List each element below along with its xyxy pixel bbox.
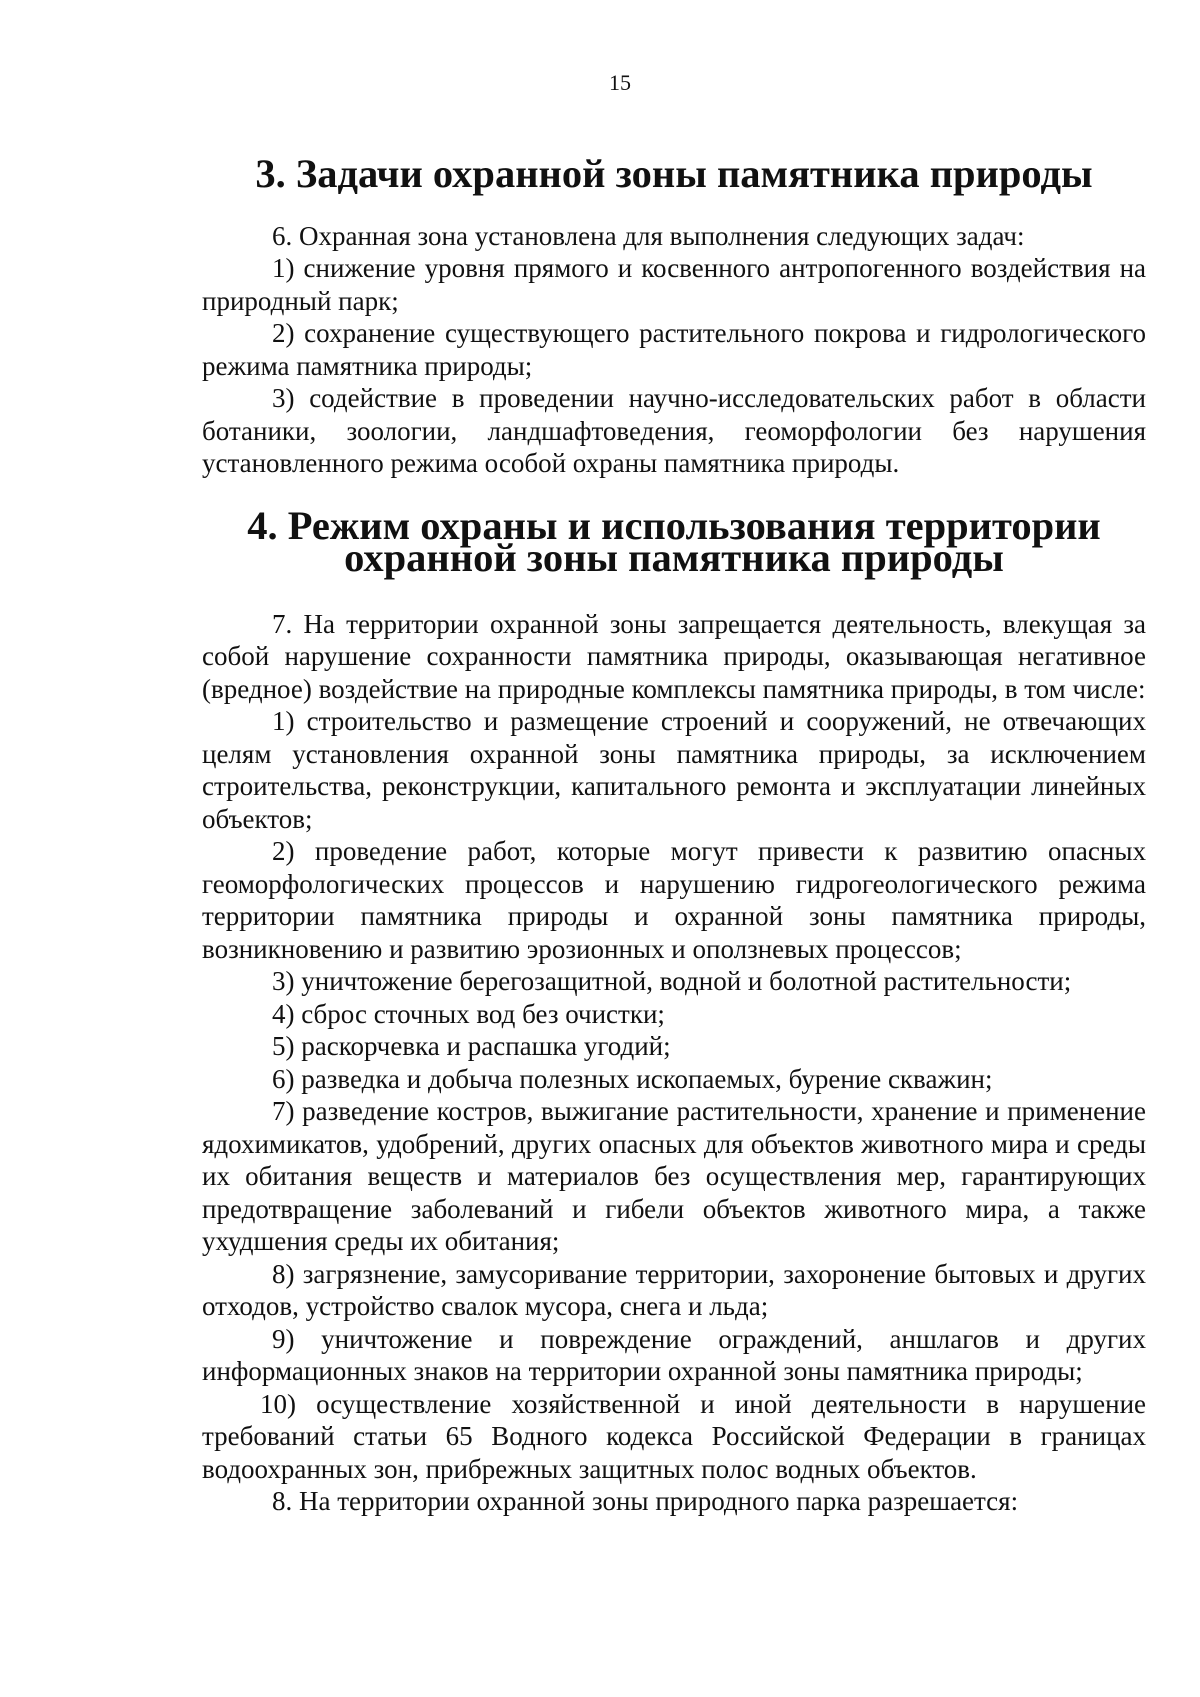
section-3-paragraph: 1) снижение уровня прямого и косвенного антропогенного воздействия на природный парк;	[202, 253, 1146, 316]
section-4-paragraph: 7. На территории охранной зоны запрещается деятельность, влекущая за собой нарушение сохранности памятника природы, оказывающая негативное (вредное) воздействие на природные комплексы памятника природы, в том числе:	[202, 608, 1146, 704]
section-4-paragraph: 2) проведение работ, которые могут привести к развитию опасных геоморфологических процессов и нарушению гидрогеологического режима территории памятника природы и охранной зоны памятника природы, возникновению и развитию эрозионных и оползневых процессов;	[202, 836, 1146, 964]
document-body	[202, 151, 1146, 1518]
section-4-paragraph: 3) уничтожение берегозащитной, водной и болотной растительности;	[272, 966, 1072, 996]
section-3-paragraph: 6. Охранная зона установлена для выполнения следующих задач:	[272, 220, 1025, 251]
section-4-paragraph: 8. На территории охранной зоны природного парка разрешается:	[272, 1486, 1019, 1516]
page-number: 15	[609, 70, 631, 95]
section-3-title: 3. Задачи охранной зоны памятника природы	[255, 151, 1093, 196]
section-4-paragraph: 8) загрязнение, замусоривание территории, захоронение бытовых и других отходов, устройство свалок мусора, снега и льда;	[202, 1258, 1146, 1321]
section-4-paragraph: 10) осуществление хозяйственной и иной деятельности в нарушение требований статьи 65 Водного кодекса Российской Федерации в границах водоохранных зон, прибрежных защитных полос водных объектов.	[202, 1388, 1146, 1484]
section-4-paragraph: 1) строительство и размещение строений и сооружений, не отвечающих целям установления охранной зоны памятника природы, за исключением строительства, реконструкции, капитального ремонта и эксплуатации линейных объектов;	[202, 706, 1146, 834]
section-4-paragraph: 9) уничтожение и повреждение ограждений, аншлагов и других информационных знаков на территории охранной зоны памятника природы;	[202, 1323, 1146, 1386]
section-4-paragraph: 4) сброс сточных вод без очистки;	[272, 998, 665, 1029]
section-3-paragraph: 3) содействие в проведении научно-исследовательских работ в области ботаники, зоологии, ландшафтоведения, геоморфологии без нарушения установленного режима особой охраны памятника природы.	[202, 383, 1146, 478]
section-4-title: 4. Режим охраны и использования территории охранной зоны памятника природы	[247, 502, 1101, 580]
section-4-paragraph: 5) раскорчевка и распашка угодий;	[272, 1031, 671, 1061]
section-4-paragraph: 7) разведение костров, выжигание растительности, хранение и применение ядохимикатов, удобрений, других опасных для объектов животного мира и среды их обитания веществ и материалов без осуществления мер, гарантирующих предотвращение заболеваний и гибели объектов животного мира, а также ухудшения среды их обитания;	[202, 1096, 1146, 1256]
section-4-paragraph: 6) разведка и добыча полезных ископаемых, бурение скважин;	[272, 1063, 993, 1094]
section-3-paragraph: 2) сохранение существующего растительного покрова и гидрологического режима памятника природы;	[202, 318, 1146, 381]
